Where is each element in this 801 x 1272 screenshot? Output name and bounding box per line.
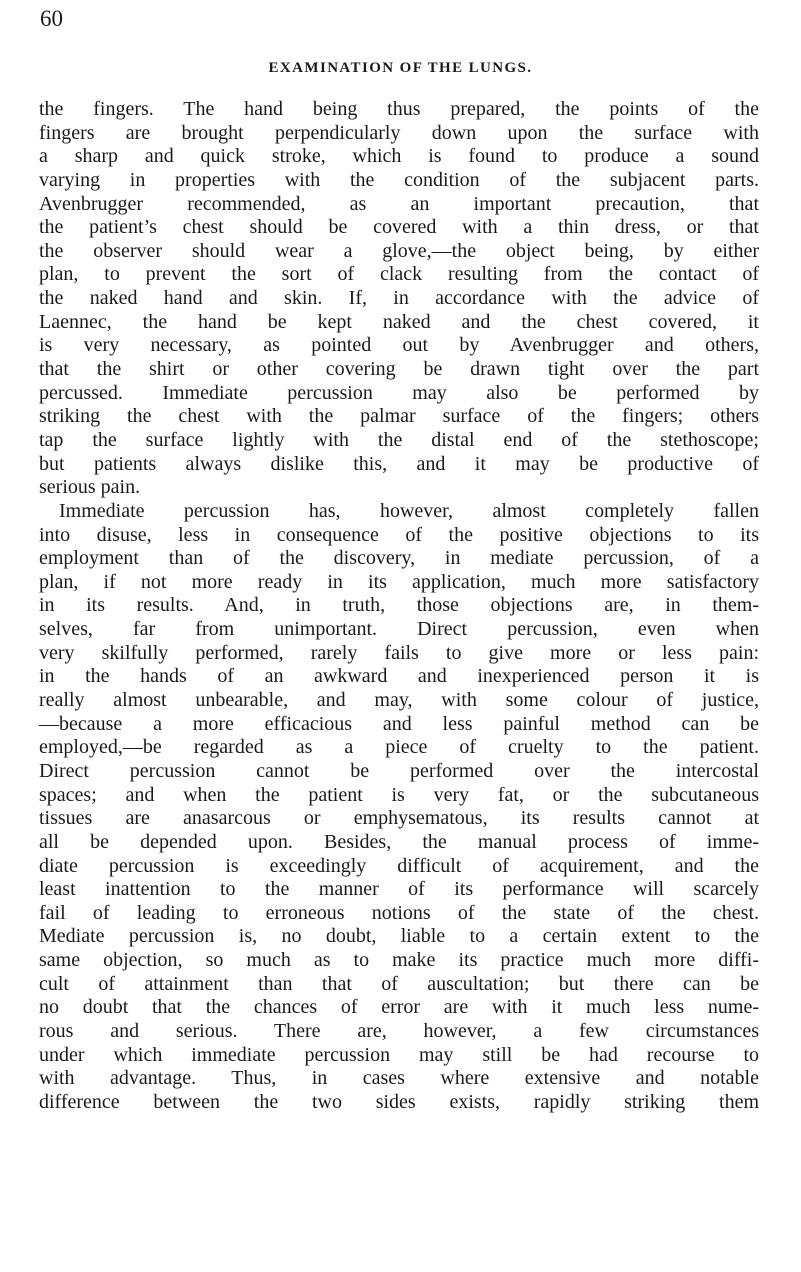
text-line: same objection, so much as to make its practice much more diffi- bbox=[39, 949, 759, 972]
text-line: with advantage. Thus, in cases where extensive and notable bbox=[39, 1067, 759, 1090]
text-line: —because a more efficacious and less painful method can be bbox=[39, 712, 759, 735]
text-line: Direct percussion cannot be performed over the intercostal bbox=[39, 759, 759, 782]
text-line: the fingers. The hand being thus prepared, the points of the bbox=[39, 98, 759, 120]
text-line: fail of leading to erroneous notions of the state of the chest. bbox=[39, 901, 759, 924]
text-line: diate percussion is exceedingly difficult of acquirement, and the bbox=[39, 854, 759, 877]
text-line: all be depended upon. Besides, the manual process of imme- bbox=[39, 830, 759, 853]
text-line: very skilfully performed, rarely fails to give more or less pain: bbox=[39, 641, 759, 664]
text-line: the patient’s chest should be covered with a thin dress, or that bbox=[39, 216, 759, 239]
text-line: serious pain. bbox=[39, 476, 141, 499]
text-line: least inattention to the manner of its performance will scarcely bbox=[39, 878, 759, 901]
text-line: in its results. And, in truth, those objections are, in them- bbox=[39, 594, 759, 617]
running-head: EXAMINATION OF THE LUNGS. bbox=[268, 60, 533, 76]
text-line: but patients always dislike this, and it may be productive of bbox=[39, 452, 759, 475]
text-line: employed,—be regarded as a piece of cruelty to the patient. bbox=[39, 736, 759, 759]
text-line: Laennec, the hand be kept naked and the chest covered, it bbox=[39, 310, 759, 333]
text-line: difference between the two sides exists, rapidly striking them bbox=[39, 1090, 759, 1113]
page-number: 60 bbox=[40, 6, 63, 31]
text-line: a sharp and quick stroke, which is found to produce a sound bbox=[39, 145, 759, 168]
text-line: selves, far from unimportant. Direct percussion, even when bbox=[39, 618, 759, 641]
text-line: in the hands of an awkward and inexperienced person it is bbox=[39, 665, 759, 688]
text-line: into disuse, less in consequence of the positive objections to its bbox=[39, 523, 759, 546]
text-line: the naked hand and skin. If, in accordance with the advice of bbox=[39, 287, 759, 310]
text-line: employment than of the discovery, in mediate percussion, of a bbox=[39, 547, 759, 570]
text-line: Mediate percussion is, no doubt, liable to a certain extent to the bbox=[39, 925, 759, 948]
text-line: cult of attainment than that of auscultation; but there can be bbox=[39, 972, 759, 995]
text-line: that the shirt or other covering be drawn tight over the part bbox=[39, 358, 759, 381]
text-line: striking the chest with the palmar surface of the fingers; others bbox=[39, 405, 759, 428]
text-line: really almost unbearable, and may, with some colour of justice, bbox=[39, 689, 759, 712]
text-line: varying in properties with the condition of the subjacent parts. bbox=[39, 168, 759, 191]
text-line: plan, if not more ready in its application, much more satisfactory bbox=[39, 570, 759, 593]
body-text bbox=[39, 98, 759, 1115]
text-line: Immediate percussion has, however, almost completely fallen bbox=[59, 499, 759, 522]
text-line: the observer should wear a glove,—the object being, by either bbox=[39, 239, 759, 262]
text-line: percussed. Immediate percussion may also be performed by bbox=[39, 381, 759, 404]
text-line: tissues are anasarcous or emphysematous, its results cannot at bbox=[39, 807, 759, 830]
text-line: is very necessary, as pointed out by Avenbrugger and others, bbox=[39, 334, 759, 357]
text-line: fingers are brought perpendicularly down upon the surface with bbox=[39, 121, 759, 144]
text-line: no doubt that the chances of error are with it much less nume- bbox=[39, 996, 759, 1019]
text-line: rous and serious. There are, however, a few circumstances bbox=[39, 1019, 759, 1042]
text-line: Avenbrugger recommended, as an important precaution, that bbox=[39, 192, 759, 215]
text-line: spaces; and when the patient is very fat, or the subcutaneous bbox=[39, 783, 759, 806]
text-line: under which immediate percussion may still be had recourse to bbox=[39, 1043, 759, 1066]
text-line: plan, to prevent the sort of clack resulting from the contact of bbox=[39, 263, 759, 286]
text-line: tap the surface lightly with the distal end of the stethoscope; bbox=[39, 428, 759, 451]
